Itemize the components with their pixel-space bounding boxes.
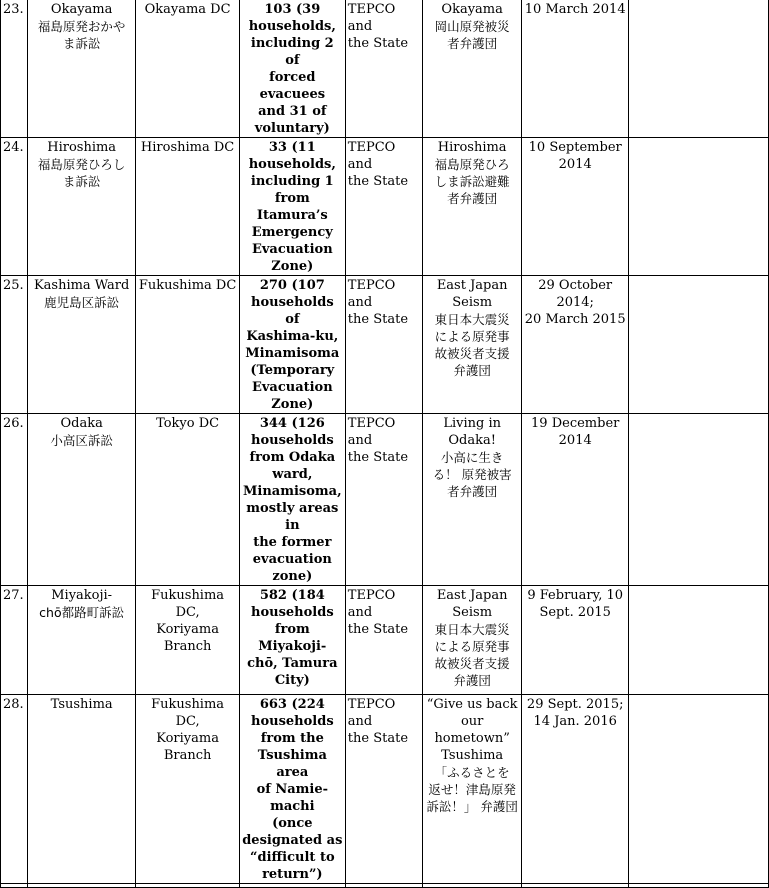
lawsuit-name-line: Okayama	[50, 2, 113, 17]
table-row	[1, 414, 769, 586]
plaintiffs-cell	[239, 414, 345, 586]
lawyers-group-line: 弁護団	[453, 363, 491, 378]
filing-date-line: 10 September	[528, 140, 622, 155]
defendants-line: TEPCO and	[347, 416, 396, 448]
lawyers-group-line: Tsushima	[441, 748, 504, 763]
lawyers-group-cell	[423, 276, 522, 414]
empty-cell	[136, 884, 240, 888]
lawyers-group-line: hometown”	[434, 731, 510, 746]
empty-cell	[629, 138, 769, 276]
lawsuit-name-line: Hiroshima	[47, 140, 117, 155]
lawyers-group-line: 福島原発ひろ	[434, 157, 510, 172]
lawsuit-name-cell	[27, 138, 135, 276]
table-row	[1, 884, 769, 888]
lawyers-group-line: 弁護団	[453, 673, 491, 688]
plaintiffs-cell	[239, 695, 345, 884]
row-number: 25.	[3, 278, 24, 293]
lawsuit-name-line: ま訴訟	[62, 36, 101, 51]
lawyers-group-line: 「ふるさとを	[434, 765, 510, 780]
row-number-cell	[1, 695, 28, 884]
lawyers-group-line: Okayama	[441, 2, 503, 17]
lawyers-group-line: 東日本大震災	[434, 622, 510, 637]
defendants-line: TEPCO and	[347, 140, 396, 172]
plaintiffs-line: from Miyakoji-	[258, 622, 327, 654]
plaintiffs-line: ward,	[272, 467, 313, 482]
court-name-line: Koriyama	[156, 731, 219, 746]
plaintiffs-line: chō, Tamura	[247, 656, 338, 671]
defendants-line: the State	[347, 622, 409, 637]
lawyers-group-line: Hiroshima	[437, 140, 507, 155]
plaintiffs-line: 103 (39	[264, 2, 321, 17]
lawyers-group-line: による原発事	[434, 329, 510, 344]
filing-date-line: 9 February, 10	[527, 588, 624, 603]
row-number: 26.	[3, 416, 24, 431]
defendants-line: TEPCO and	[347, 588, 396, 620]
lawsuit-name-line: Kashima Ward	[33, 278, 130, 293]
plaintiffs-line: zone)	[272, 569, 313, 584]
plaintiffs-cell	[239, 276, 345, 414]
plaintiffs-line: designated as	[242, 833, 343, 848]
filing-date-line: 29 October 2014;	[538, 278, 613, 310]
plaintiffs-line: 582 (184	[259, 588, 325, 603]
court-name-line: Fukushima DC,	[151, 697, 225, 729]
plaintiffs-line: and 31 of	[258, 104, 327, 119]
row-number-cell	[1, 414, 28, 586]
plaintiffs-line: Kashima-ku,	[246, 329, 339, 344]
lawsuit-name-line: Tsushima	[50, 697, 113, 712]
row-number-cell	[1, 0, 28, 138]
lawyers-group-cell	[423, 414, 522, 586]
plaintiffs-line: Evacuation	[251, 242, 333, 257]
court-name-cell	[136, 586, 240, 695]
filing-date-line: 29 Sept. 2015;	[526, 697, 624, 712]
plaintiffs-line: from Itamura’s	[256, 191, 328, 223]
table-body	[1, 0, 769, 888]
plaintiffs-line: “difficult to	[250, 850, 335, 865]
court-name-line: Okayama DC	[144, 2, 231, 17]
filing-date-line: 19 December	[531, 416, 620, 431]
filing-date-cell	[521, 138, 628, 276]
plaintiffs-line: (Temporary	[250, 363, 335, 378]
table-row	[1, 276, 769, 414]
plaintiffs-line: of Namie-machi	[256, 782, 329, 814]
lawsuit-name-line: 小高区訴訟	[50, 433, 113, 448]
plaintiffs-line: Evacuation	[251, 380, 333, 395]
empty-cell	[629, 695, 769, 884]
empty-cell	[1, 884, 28, 888]
defendants-cell	[345, 138, 423, 276]
plaintiffs-line: forced evacuees	[259, 70, 326, 102]
empty-cell	[629, 0, 769, 138]
plaintiffs-line: households,	[248, 157, 336, 172]
lawyers-group-line: East Japan	[436, 588, 508, 603]
court-name-line: Branch	[163, 748, 212, 763]
empty-cell	[27, 884, 135, 888]
plaintiffs-line: 33 (11	[268, 140, 316, 155]
defendants-line: the State	[347, 312, 409, 327]
plaintiffs-line: 663 (224	[259, 697, 325, 712]
plaintiffs-line: Emergency	[251, 225, 333, 240]
plaintiffs-line: mostly areas in	[246, 501, 339, 533]
plaintiffs-line: the former	[253, 535, 332, 550]
court-name-cell	[136, 0, 240, 138]
court-name-line: Branch	[163, 639, 212, 654]
table-row	[1, 695, 769, 884]
empty-cell	[423, 884, 522, 888]
defendants-cell	[345, 0, 423, 138]
lawsuit-name-line: 福島原発ひろし	[37, 157, 126, 172]
lawyers-group-line: 小高に生き	[440, 450, 504, 465]
lawyers-group-line: 者弁護団	[447, 191, 498, 206]
lawyers-group-line: る！ 原発被害	[432, 467, 512, 482]
lawyers-group-line: 者弁護団	[447, 36, 498, 51]
lawyers-group-cell	[423, 0, 522, 138]
plaintiffs-line: Zone)	[271, 259, 314, 274]
filing-date-cell	[521, 586, 628, 695]
plaintiffs-line: Minamisoma,	[243, 484, 342, 499]
lawyers-group-line: による原発事	[434, 639, 510, 654]
court-name-line: Fukushima DC	[138, 278, 237, 293]
lawyers-group-line: 返せ！津島原発	[428, 782, 516, 797]
defendants-cell	[345, 276, 423, 414]
court-name-cell	[136, 695, 240, 884]
plaintiffs-cell	[239, 586, 345, 695]
row-number-cell	[1, 586, 28, 695]
court-name-line: Koriyama	[156, 622, 219, 637]
lawsuit-name-cell	[27, 586, 135, 695]
empty-cell	[629, 586, 769, 695]
court-name-line: Hiroshima DC	[140, 140, 235, 155]
plaintiffs-line: Tsushima area	[257, 748, 327, 780]
lawsuit-name-line: Miyakoji-	[51, 588, 113, 603]
row-number: 24.	[3, 140, 24, 155]
filing-date-cell	[521, 414, 628, 586]
defendants-line: the State	[347, 36, 409, 51]
defendants-line: the State	[347, 731, 409, 746]
lawyers-group-line: East Japan	[436, 278, 508, 293]
lawsuit-name-line: chō都路町訴訟	[39, 605, 125, 620]
empty-cell	[629, 276, 769, 414]
plaintiffs-line: households	[251, 433, 334, 448]
plaintiffs-line: including 1	[250, 174, 334, 189]
filing-date-line: 14 Jan. 2016	[533, 714, 617, 729]
lawsuit-name-cell	[27, 695, 135, 884]
filing-date-line: 2014	[558, 433, 592, 448]
lawsuit-name-line: 福島原発おかや	[37, 19, 126, 34]
filing-date-cell	[521, 695, 628, 884]
court-name-cell	[136, 276, 240, 414]
plaintiffs-line: Zone)	[271, 397, 314, 412]
plaintiffs-line: from the	[260, 731, 324, 746]
plaintiffs-line: 344 (126	[259, 416, 325, 431]
lawyers-group-line: 岡山原発被災	[434, 19, 510, 34]
table-row	[1, 586, 769, 695]
defendants-line: TEPCO and	[347, 2, 396, 34]
plaintiffs-line: evacuation	[252, 552, 332, 567]
lawyers-group-line: “Give us back	[426, 697, 518, 712]
plaintiffs-line: (once	[272, 816, 313, 831]
lawyers-group-cell	[423, 695, 522, 884]
row-number-cell	[1, 138, 28, 276]
court-name-line: Tokyo DC	[156, 416, 220, 431]
filing-date-line: 20 March 2015	[524, 312, 626, 327]
lawyers-group-line: Odaka!	[448, 433, 496, 448]
lawsuit-name-line: ま訴訟	[62, 174, 101, 189]
table-row	[1, 138, 769, 276]
empty-cell	[345, 884, 423, 888]
plaintiffs-line: Minamisoma	[245, 346, 340, 361]
plaintiffs-cell	[239, 0, 345, 138]
defendants-cell	[345, 586, 423, 695]
lawyers-group-line: Living in	[443, 416, 501, 431]
plaintiffs-line: households of	[251, 295, 334, 327]
row-number: 27.	[3, 588, 24, 603]
lawyers-group-line: 故被災者支援	[434, 656, 510, 671]
filing-date-cell	[521, 276, 628, 414]
plaintiffs-line: 270 (107	[259, 278, 325, 293]
lawyers-group-line: しま訴訟避難	[434, 174, 510, 189]
empty-cell	[239, 884, 345, 888]
defendants-cell	[345, 414, 423, 586]
plaintiffs-cell	[239, 138, 345, 276]
lawyers-group-cell	[423, 586, 522, 695]
lawsuit-name-line: Odaka	[60, 416, 103, 431]
lawyers-group-line: 者弁護団	[447, 484, 498, 499]
plaintiffs-line: households,	[248, 19, 336, 34]
row-number: 23.	[3, 2, 24, 17]
defendants-line: TEPCO and	[347, 278, 396, 310]
lawyers-group-line: 東日本大震災	[434, 312, 510, 327]
plaintiffs-line: City)	[274, 673, 310, 688]
lawyers-group-line: Seism	[452, 295, 493, 310]
plaintiffs-line: households	[251, 714, 334, 729]
lawyers-group-line: our	[460, 714, 484, 729]
table-row	[1, 0, 769, 138]
filing-date-line: Sept. 2015	[539, 605, 611, 620]
court-name-cell	[136, 138, 240, 276]
plaintiffs-line: households	[251, 605, 334, 620]
lawyers-group-line: 故被災者支援	[434, 346, 510, 361]
filing-date-line: 2014	[558, 157, 592, 172]
lawsuit-name-cell	[27, 276, 135, 414]
filing-date-cell	[521, 0, 628, 138]
lawyers-group-cell	[423, 138, 522, 276]
lawsuit-name-line: 鹿児島区訴訟	[44, 295, 120, 310]
plaintiffs-line: including 2 of	[250, 36, 334, 68]
lawsuit-name-cell	[27, 414, 135, 586]
defendants-line: the State	[347, 450, 409, 465]
plaintiffs-line: from Odaka	[249, 450, 336, 465]
row-number-cell	[1, 276, 28, 414]
plaintiffs-line: voluntary)	[254, 121, 330, 136]
defendants-line: TEPCO and	[347, 697, 396, 729]
row-number: 28.	[3, 697, 24, 712]
lawsuit-name-cell	[27, 0, 135, 138]
empty-cell	[521, 884, 628, 888]
defendants-cell	[345, 695, 423, 884]
lawyers-group-line: Seism	[452, 605, 493, 620]
filing-date-line: 10 March 2014	[524, 2, 626, 17]
court-name-line: Fukushima DC,	[151, 588, 225, 620]
lawyers-group-line: 訴訟！」 弁護団	[426, 799, 518, 814]
defendants-line: the State	[347, 174, 409, 189]
empty-cell	[629, 884, 769, 888]
empty-cell	[629, 414, 769, 586]
court-name-cell	[136, 414, 240, 586]
plaintiffs-line: return”)	[262, 867, 323, 882]
